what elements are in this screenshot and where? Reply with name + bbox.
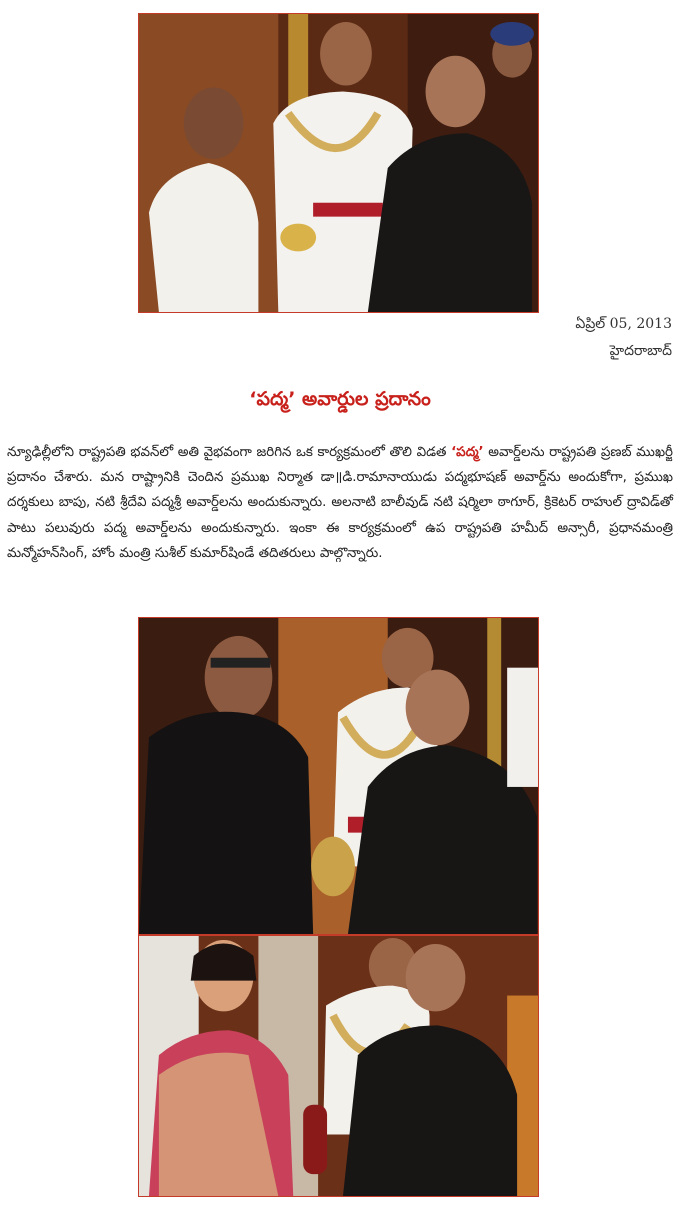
article-body-part2: అవార్డ్‌లను రాష్ట్రపతి ప్రణబ్ ముఖర్జీ ప్రదానం చేశారు. మన రాష్ట్రానికి చెందిన ప్రముఖ నిర్మాత డా॥డి.రామానాయుడు పద్మభూషణ్ అవార్డ్‌ను అందుకోగా, ప్రముఖ దర్శకులు బాపు, నటి శ్రీదేవి పద్మశ్రీ అవార్డ్‌లను అందుకున్నారు. అలనాటి బాలీవుడ్ నటి షర్మిలా ఠాగూర్, క్రికెటర్ రాహుల్ ద్రావిడ్‌తో పాటు పలువురు పద్మ అవార్డ్‌లను అందుకున్నారు. ఇంకా ఈ కార్యక్రమంలో ఉప రాష్ట్రపతి హమీద్ అన్సారీ, ప్రధానమంత్రి మన్మోహన్‌సింగ్, హోం మంత్రి సుశీల్ కుమార్‌షిండే తదితరులు పాల్గొన్నారు.	[7, 445, 673, 561]
article-location: హైదరాబాద్	[609, 343, 672, 359]
award-photo-3	[138, 935, 539, 1197]
article-body-part1: న్యూఢిల్లీలోని రాష్ట్రపతి భవన్‌లో అతి వైభవంగా జరిగిన ఒక కార్యక్రమంలో తొలి విడత	[7, 445, 452, 460]
article-date: ఏప్రిల్ 05, 2013	[575, 316, 672, 332]
award-photo-2	[138, 617, 539, 935]
award-photo-1	[138, 13, 539, 313]
article-body	[7, 440, 673, 566]
article-headline: ‘పద్మ’ అవార్డుల ప్రదానం	[249, 388, 431, 410]
article-body-highlight: ‘పద్మ’	[451, 445, 484, 460]
